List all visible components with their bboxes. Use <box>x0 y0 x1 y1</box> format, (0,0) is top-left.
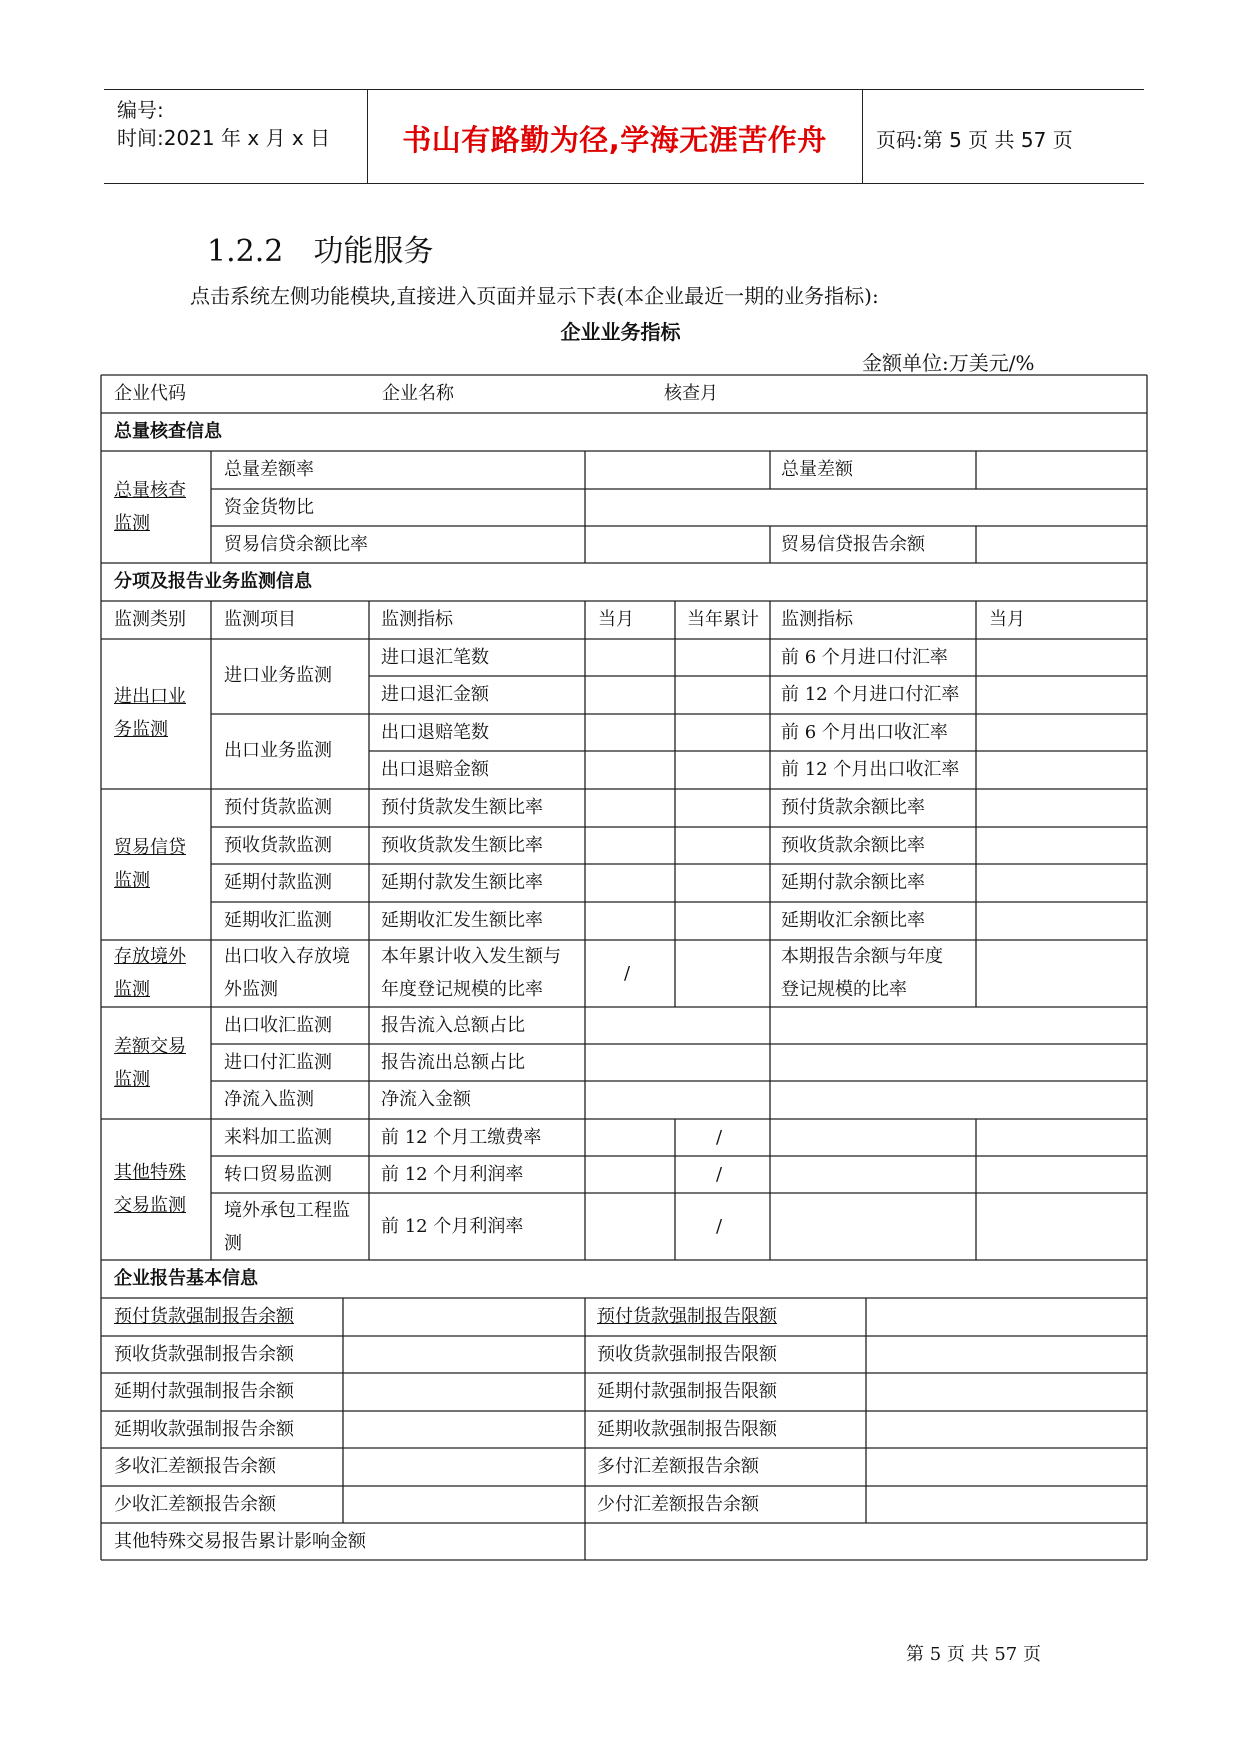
column-header: 监测项目 <box>224 609 296 630</box>
report-right-label: 延期收款强制报告限额 <box>597 1419 777 1440</box>
column-header: 当月 <box>598 609 634 630</box>
credit-right-indicator: 延期付款余额比率 <box>781 872 925 893</box>
header-motto: 书山有路勤为径,学海无涯苦作舟 <box>402 123 827 157</box>
doc-number-label: 编号: <box>117 98 164 122</box>
column-header: 监测指标 <box>381 609 453 630</box>
label-enterprise-code: 企业代码 <box>114 383 186 404</box>
column-header: 当月 <box>989 609 1025 630</box>
credit-indicator: 延期付款发生额比率 <box>381 872 543 893</box>
report-right-label: 预付货款强制报告限额 <box>597 1306 777 1327</box>
diff-item: 进口付汇监测 <box>224 1052 332 1073</box>
amount-unit: 金额单位:万美元/% <box>862 351 1035 375</box>
report-right-label: 多付汇差额报告余额 <box>597 1456 759 1477</box>
credit-indicator: 延期收汇发生额比率 <box>381 910 543 931</box>
column-header: 监测指标 <box>781 609 853 630</box>
report-left-label: 预收货款强制报告余额 <box>114 1344 294 1365</box>
report-right-label: 预收货款强制报告限额 <box>597 1344 777 1365</box>
page-footer: 第 5 页 共 57 页 <box>906 1644 1041 1665</box>
report-right-label: 延期付款强制报告限额 <box>597 1381 777 1402</box>
io-right-indicator: 前 6 个月进口付汇率 <box>781 647 948 668</box>
io-group-label: 进出口业 务监测 <box>114 686 186 740</box>
special-item: 境外承包工程监 测 <box>224 1200 350 1254</box>
io-import-item: 进口业务监测 <box>224 665 332 686</box>
io-right-indicator: 前 6 个月出口收汇率 <box>781 722 948 743</box>
report-right-label: 少付汇差额报告余额 <box>597 1494 759 1515</box>
page-header <box>104 89 1144 184</box>
total-section-header: 总量核查信息 <box>114 421 222 442</box>
special-group-label: 其他特殊 交易监测 <box>114 1162 186 1216</box>
report-left-label: 预付货款强制报告余额 <box>114 1306 294 1327</box>
section-heading <box>207 226 433 270</box>
credit-indicator: 预付货款发生额比率 <box>381 797 543 818</box>
detail-section-header: 分项及报告业务监测信息 <box>114 571 312 592</box>
intro-text: 点击系统左侧功能模块,直接进入页面并显示下表(本企业最近一期的业务指标): <box>190 284 879 308</box>
special-indicator: 前 12 个月工缴费率 <box>381 1127 542 1148</box>
total-row1-right: 总量差额 <box>781 459 853 480</box>
diff-item: 出口收汇监测 <box>224 1015 332 1036</box>
credit-right-indicator: 预付货款余额比率 <box>781 797 925 818</box>
label-check-month: 核查月 <box>664 383 718 404</box>
credit-item: 预付货款监测 <box>224 797 332 818</box>
io-right-indicator: 前 12 个月进口付汇率 <box>781 684 960 705</box>
section-number: 1.2.2 <box>207 234 284 269</box>
io-export-item: 出口业务监测 <box>224 740 332 761</box>
report-left-label: 少收汇差额报告余额 <box>114 1494 276 1515</box>
credit-group-label: 贸易信贷 监测 <box>114 837 186 891</box>
credit-indicator: 预收货款发生额比率 <box>381 835 543 856</box>
credit-item: 预收货款监测 <box>224 835 332 856</box>
diff-indicator: 报告流入总额占比 <box>381 1015 525 1036</box>
deposit-indicator: 本年累计收入发生额与 年度登记规模的比率 <box>381 946 561 1000</box>
io-indicator: 进口退汇金额 <box>381 684 489 705</box>
special-item: 转口贸易监测 <box>224 1164 332 1185</box>
io-indicator: 出口退赔金额 <box>381 759 489 780</box>
special-slash: / <box>716 1164 723 1185</box>
io-right-indicator: 前 12 个月出口收汇率 <box>781 759 960 780</box>
total-group-label: 总量核查 监测 <box>114 480 186 534</box>
section-title: 功能服务 <box>313 234 434 269</box>
credit-item: 延期收汇监测 <box>224 910 332 931</box>
total-row3-left: 贸易信贷余额比率 <box>224 534 368 555</box>
deposit-right-indicator: 本期报告余额与年度 登记规模的比率 <box>781 946 943 1000</box>
deposit-slash: / <box>624 963 631 984</box>
special-indicator: 前 12 个月利润率 <box>381 1216 524 1237</box>
report-left-label: 多收汇差额报告余额 <box>114 1456 276 1477</box>
credit-right-indicator: 延期收汇余额比率 <box>781 910 925 931</box>
diff-indicator: 净流入金额 <box>381 1089 471 1110</box>
special-slash: / <box>716 1127 723 1148</box>
deposit-group-label: 存放境外 监测 <box>114 946 186 1000</box>
report-left-label: 延期付款强制报告余额 <box>114 1381 294 1402</box>
diff-group-label: 差额交易 监测 <box>114 1036 186 1090</box>
header-right-cell <box>862 90 1144 183</box>
report-left-label: 延期收款强制报告余额 <box>114 1419 294 1440</box>
header-page-label: 页码:第 5 页 共 57 页 <box>876 128 1073 152</box>
header-left-cell <box>104 90 368 183</box>
report-last-label: 其他特殊交易报告累计影响金额 <box>114 1531 366 1552</box>
total-row2-left: 资金货物比 <box>224 497 314 518</box>
total-row1-left: 总量差额率 <box>224 459 314 480</box>
report-section-header: 企业报告基本信息 <box>114 1268 258 1289</box>
special-item: 来料加工监测 <box>224 1127 332 1148</box>
credit-right-indicator: 预收货款余额比率 <box>781 835 925 856</box>
label-enterprise-name: 企业名称 <box>382 383 454 404</box>
io-indicator: 出口退赔笔数 <box>381 722 489 743</box>
column-header: 监测类别 <box>114 609 186 630</box>
column-header: 当年累计 <box>687 609 759 630</box>
io-indicator: 进口退汇笔数 <box>381 647 489 668</box>
header-middle-cell <box>367 90 863 183</box>
total-row3-right: 贸易信贷报告余额 <box>781 534 925 555</box>
credit-item: 延期付款监测 <box>224 872 332 893</box>
table-title: 企业业务指标 <box>560 320 681 344</box>
diff-item: 净流入监测 <box>224 1089 314 1110</box>
diff-indicator: 报告流出总额占比 <box>381 1052 525 1073</box>
deposit-item: 出口收入存放境 外监测 <box>224 946 350 1000</box>
special-slash: / <box>716 1216 723 1237</box>
doc-time-label: 时间:2021 年 x 月 x 日 <box>117 126 331 150</box>
special-indicator: 前 12 个月利润率 <box>381 1164 524 1185</box>
